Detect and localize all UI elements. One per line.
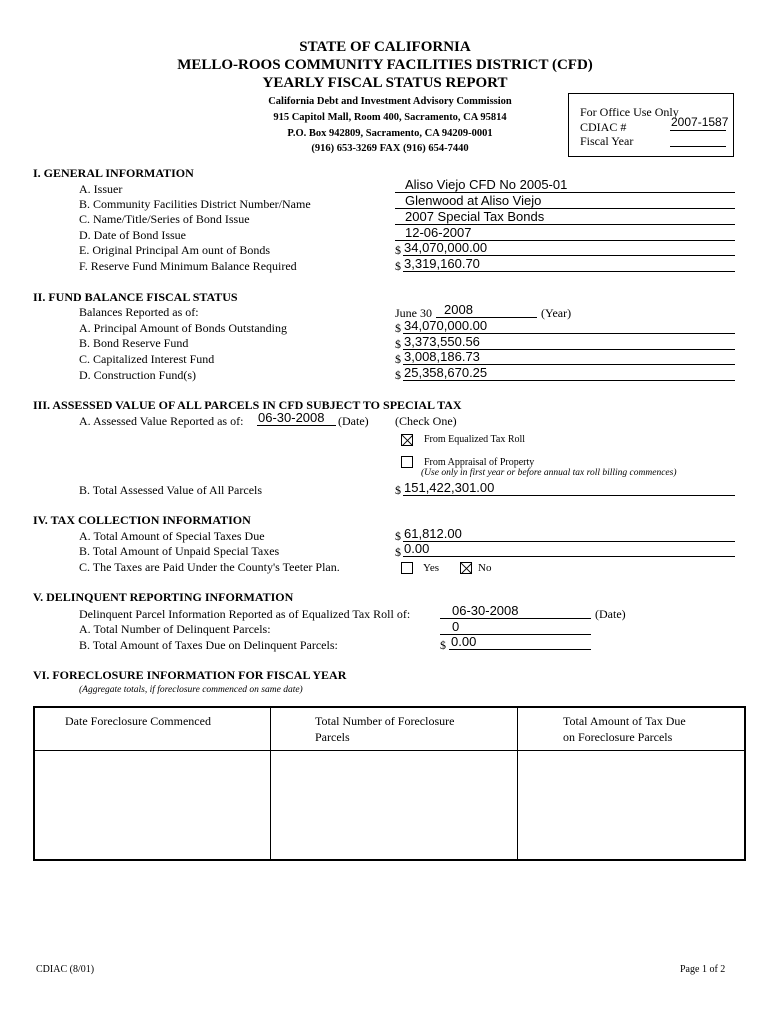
col-foreclosure-parcels-line1: Total Number of Foreclosure bbox=[315, 714, 455, 728]
principal-outstanding-label: A. Principal Amount of Bonds Outstanding bbox=[79, 321, 287, 335]
currency-symbol: $ bbox=[395, 352, 401, 366]
foreclosure-date-cell[interactable] bbox=[35, 751, 270, 859]
col-tax-due bbox=[563, 713, 686, 745]
agency-po-box: P.O. Box 942809, Sacramento, CA 94209-0001 bbox=[287, 128, 493, 139]
delinquent-taxes-label: B. Total Amount of Taxes Due on Delinquent Parcels: bbox=[79, 638, 338, 652]
original-principal-label: E. Original Principal Am ount of Bonds bbox=[79, 243, 270, 257]
teeter-plan-label: C. The Taxes are Paid Under the County's Teeter Plan. bbox=[79, 560, 340, 574]
bond-reserve-label: B. Bond Reserve Fund bbox=[79, 336, 189, 350]
currency-symbol: $ bbox=[395, 368, 401, 382]
currency-symbol: $ bbox=[440, 638, 446, 652]
capitalized-interest-field[interactable]: 3,008,186.73 bbox=[404, 349, 480, 364]
currency-symbol: $ bbox=[395, 545, 401, 559]
col-foreclosure-parcels bbox=[315, 713, 454, 745]
agency-phone: (916) 653-3269 FAX (916) 654-7440 bbox=[311, 143, 469, 154]
principal-outstanding-field[interactable]: 34,070,000.00 bbox=[404, 318, 488, 333]
balances-reported-label: Balances Reported as of: bbox=[79, 305, 199, 319]
construction-fund-field[interactable]: 25,358,670.25 bbox=[404, 365, 488, 380]
date-label: (Date) bbox=[338, 414, 369, 428]
equalized-tax-roll-label: From Equalized Tax Roll bbox=[424, 434, 526, 445]
delinquent-parcels-label: A. Total Number of Delinquent Parcels: bbox=[79, 622, 271, 636]
issuer-label: A. Issuer bbox=[79, 182, 123, 196]
section-general-information: I. GENERAL INFORMATION bbox=[33, 166, 194, 180]
appraisal-label: From Appraisal of Property bbox=[424, 457, 535, 468]
total-assessed-label: B. Total Assessed Value of All Parcels bbox=[79, 483, 263, 497]
col-tax-due-line2: on Foreclosure Parcels bbox=[563, 730, 673, 744]
agency-address: 915 Capitol Mall, Room 400, Sacramento, CA 95814 bbox=[273, 112, 507, 123]
currency-symbol: $ bbox=[395, 529, 401, 543]
assessed-as-of-label: A. Assessed Value Reported as of: bbox=[79, 414, 244, 428]
bond-reserve-field[interactable]: 3,373,550.56 bbox=[404, 334, 480, 349]
currency-symbol: $ bbox=[395, 321, 401, 335]
unpaid-taxes-field[interactable]: 0.00 bbox=[404, 541, 430, 556]
form-title-report: YEARLY FISCAL STATUS REPORT bbox=[262, 75, 508, 91]
section-assessed-value: III. ASSESSED VALUE OF ALL PARCELS IN CFD SUBJECT TO SPECIAL TAX bbox=[33, 398, 462, 412]
reserve-minimum-field[interactable]: 3,319,160.70 bbox=[404, 256, 480, 271]
foreclosure-parcels-cell[interactable] bbox=[271, 751, 517, 859]
section-tax-collection: IV. TAX COLLECTION INFORMATION bbox=[33, 513, 251, 527]
currency-symbol: $ bbox=[395, 483, 401, 497]
original-principal-field[interactable]: 34,070,000.00 bbox=[404, 240, 488, 255]
appraisal-checkbox[interactable] bbox=[401, 456, 413, 468]
cfd-name-field[interactable]: Glenwood at Aliso Viejo bbox=[405, 193, 542, 208]
agency-name: California Debt and Investment Advisory Commission bbox=[268, 96, 512, 107]
year-label: (Year) bbox=[541, 306, 572, 320]
delinquent-as-of-field[interactable]: 06-30-2008 bbox=[452, 603, 519, 618]
fiscal-year-end-field[interactable]: 2008 bbox=[444, 302, 473, 317]
office-use-label: For Office Use Only bbox=[580, 105, 679, 119]
special-taxes-due-field[interactable]: 61,812.00 bbox=[404, 526, 462, 541]
delinquent-taxes-field[interactable]: 0.00 bbox=[451, 634, 477, 649]
june-30-label: June 30 bbox=[395, 306, 432, 320]
delinquent-as-of-label: Delinquent Parcel Information Reported as of Equalized Tax Roll of: bbox=[79, 607, 411, 621]
capitalized-interest-label: C. Capitalized Interest Fund bbox=[79, 352, 215, 366]
currency-symbol: $ bbox=[395, 337, 401, 351]
delinquent-parcels-field[interactable]: 0 bbox=[452, 619, 460, 634]
delinquent-date-label: (Date) bbox=[595, 607, 626, 621]
form-title-cfd: MELLO-ROOS COMMUNITY FACILITIES DISTRICT (CFD) bbox=[177, 57, 593, 73]
cfd-name-label: B. Community Facilities District Number/Name bbox=[79, 197, 311, 211]
issuer-field[interactable]: Aliso Viejo CFD No 2005-01 bbox=[405, 177, 568, 192]
foreclosure-tax-cell[interactable] bbox=[518, 751, 744, 859]
bond-series-label: C. Name/Title/Series of Bond Issue bbox=[79, 212, 250, 226]
currency-symbol: $ bbox=[395, 243, 401, 257]
fiscal-year-label: Fiscal Year bbox=[580, 134, 634, 148]
teeter-no-label: No bbox=[478, 562, 492, 574]
bond-series-field[interactable]: 2007 Special Tax Bonds bbox=[405, 209, 545, 224]
bond-date-label: D. Date of Bond Issue bbox=[79, 228, 186, 242]
section-foreclosure: VI. FORECLOSURE INFORMATION FOR FISCAL YEAR bbox=[33, 668, 347, 682]
foreclosure-note: (Aggregate totals, if foreclosure commenced on same date) bbox=[79, 685, 303, 695]
teeter-yes-label: Yes bbox=[423, 562, 440, 574]
page-number: Page 1 of 2 bbox=[680, 964, 726, 975]
unpaid-taxes-label: B. Total Amount of Unpaid Special Taxes bbox=[79, 544, 280, 558]
foreclosure-table bbox=[33, 706, 746, 861]
teeter-yes-checkbox[interactable] bbox=[401, 562, 413, 574]
teeter-no-checkbox[interactable] bbox=[460, 562, 472, 574]
special-taxes-due-label: A. Total Amount of Special Taxes Due bbox=[79, 529, 265, 543]
section-delinquent-reporting: V. DELINQUENT REPORTING INFORMATION bbox=[33, 590, 294, 604]
cdiac-number-field[interactable]: 2007-1587 bbox=[671, 115, 729, 129]
total-assessed-field[interactable]: 151,422,301.00 bbox=[404, 480, 495, 495]
check-one-label: (Check One) bbox=[395, 414, 457, 428]
currency-symbol: $ bbox=[395, 259, 401, 273]
form-id: CDIAC (8/01) bbox=[36, 964, 95, 975]
reserve-minimum-label: F. Reserve Fund Minimum Balance Required bbox=[79, 259, 297, 273]
col-foreclosure-parcels-line2: Parcels bbox=[315, 730, 350, 744]
section-fund-balance: II. FUND BALANCE FISCAL STATUS bbox=[33, 290, 238, 304]
col-tax-due-line1: Total Amount of Tax Due bbox=[563, 714, 686, 728]
form-title-state: STATE OF CALIFORNIA bbox=[299, 39, 471, 55]
cdiac-number-label: CDIAC # bbox=[580, 120, 627, 134]
assessed-as-of-field[interactable]: 06-30-2008 bbox=[258, 410, 325, 425]
equalized-tax-roll-checkbox[interactable] bbox=[401, 434, 413, 446]
bond-date-field[interactable]: 12-06-2007 bbox=[405, 225, 472, 240]
appraisal-note: (Use only in first year or before annual tax roll billing commences) bbox=[421, 468, 677, 478]
construction-fund-label: D. Construction Fund(s) bbox=[79, 368, 196, 382]
col-date-commenced: Date Foreclosure Commenced bbox=[65, 714, 211, 728]
